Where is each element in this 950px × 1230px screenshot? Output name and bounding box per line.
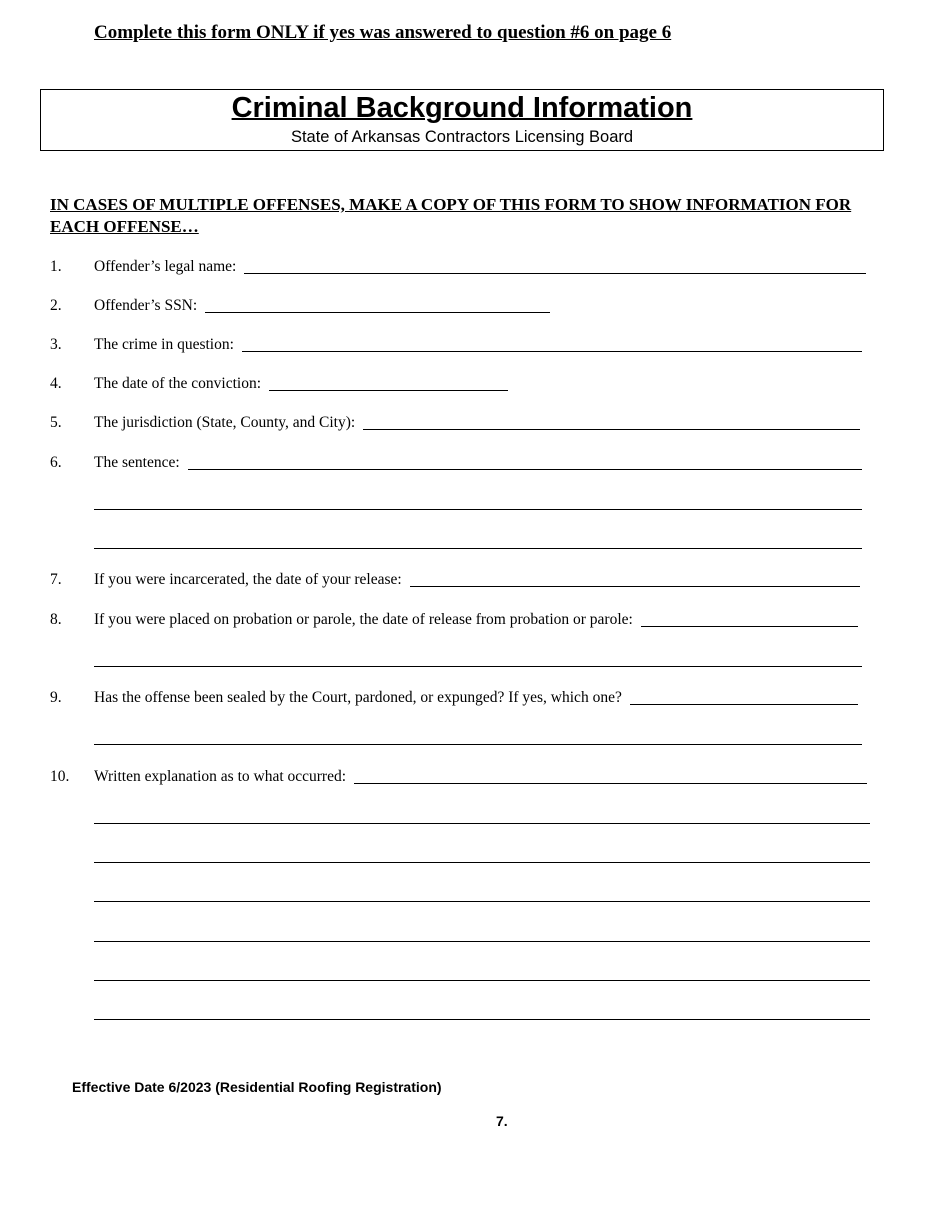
- field-label: The sentence:: [94, 454, 180, 471]
- blank-line[interactable]: [242, 337, 862, 352]
- field-probation-release[interactable]: [94, 609, 858, 629]
- blank-line[interactable]: [94, 548, 862, 549]
- field-sentence[interactable]: [94, 452, 862, 472]
- blank-line[interactable]: [94, 901, 870, 902]
- blank-line[interactable]: [410, 572, 860, 587]
- field-ssn[interactable]: [94, 295, 550, 315]
- blank-line[interactable]: [94, 744, 862, 745]
- blank-line[interactable]: [269, 376, 508, 391]
- blank-line[interactable]: [94, 862, 870, 863]
- blank-line[interactable]: [244, 259, 866, 274]
- item-number: 3.: [50, 336, 62, 353]
- item-number: 4.: [50, 375, 62, 392]
- blank-line[interactable]: [205, 298, 550, 313]
- page-subtitle: State of Arkansas Contractors Licensing Board: [290, 128, 634, 146]
- item-number: 7.: [50, 571, 62, 588]
- blank-line[interactable]: [641, 612, 858, 627]
- field-label: Offender’s legal name:: [94, 258, 237, 275]
- field-sealed-pardoned[interactable]: [94, 687, 858, 707]
- page-number: 7.: [496, 1113, 508, 1129]
- field-label: If you were placed on probation or parole, the date of release from probation or parole:: [94, 611, 633, 628]
- blank-line[interactable]: [94, 1019, 870, 1020]
- field-label: If you were incarcerated, the date of your release:: [94, 571, 402, 588]
- field-label: The jurisdiction (State, County, and City):: [94, 414, 356, 431]
- effective-date: Effective Date 6/2023 (Residential Roofing Registration): [72, 1079, 442, 1095]
- blank-line[interactable]: [94, 941, 870, 942]
- blank-line[interactable]: [363, 415, 860, 430]
- field-jurisdiction[interactable]: [94, 412, 860, 432]
- item-number: 2.: [50, 297, 62, 314]
- page-title: Criminal Background Information: [231, 92, 693, 124]
- item-number: 5.: [50, 414, 62, 431]
- blank-line[interactable]: [94, 823, 870, 824]
- instructions: IN CASES OF MULTIPLE OFFENSES, MAKE A COPY OF THIS FORM TO SHOW INFORMATION FOR EACH OFFENSE…: [50, 195, 852, 236]
- blank-line[interactable]: [630, 690, 858, 705]
- field-label: Offender’s SSN:: [94, 297, 198, 314]
- field-crime[interactable]: [94, 334, 862, 354]
- item-number: 1.: [50, 258, 62, 275]
- item-number: 8.: [50, 611, 62, 628]
- field-label: Has the offense been sealed by the Court, pardoned, or expunged? If yes, which one?: [94, 689, 622, 706]
- field-label: The date of the conviction:: [94, 375, 261, 392]
- notice-text: Complete this form ONLY if yes was answered to question #6 on page 6: [94, 22, 672, 43]
- blank-line[interactable]: [94, 980, 870, 981]
- item-number: 6.: [50, 454, 62, 471]
- blank-line[interactable]: [94, 509, 862, 510]
- blank-line[interactable]: [354, 769, 867, 784]
- blank-line[interactable]: [94, 666, 862, 667]
- field-conviction-date[interactable]: [94, 373, 508, 393]
- title-box: [40, 89, 884, 151]
- field-legal-name[interactable]: [94, 256, 866, 276]
- field-explanation[interactable]: [94, 766, 867, 786]
- item-number: 9.: [50, 689, 62, 706]
- field-label: The crime in question:: [94, 336, 234, 353]
- item-number: 10.: [50, 768, 70, 785]
- blank-line[interactable]: [188, 455, 862, 470]
- field-release-date[interactable]: [94, 569, 860, 589]
- field-label: Written explanation as to what occurred:: [94, 768, 347, 785]
